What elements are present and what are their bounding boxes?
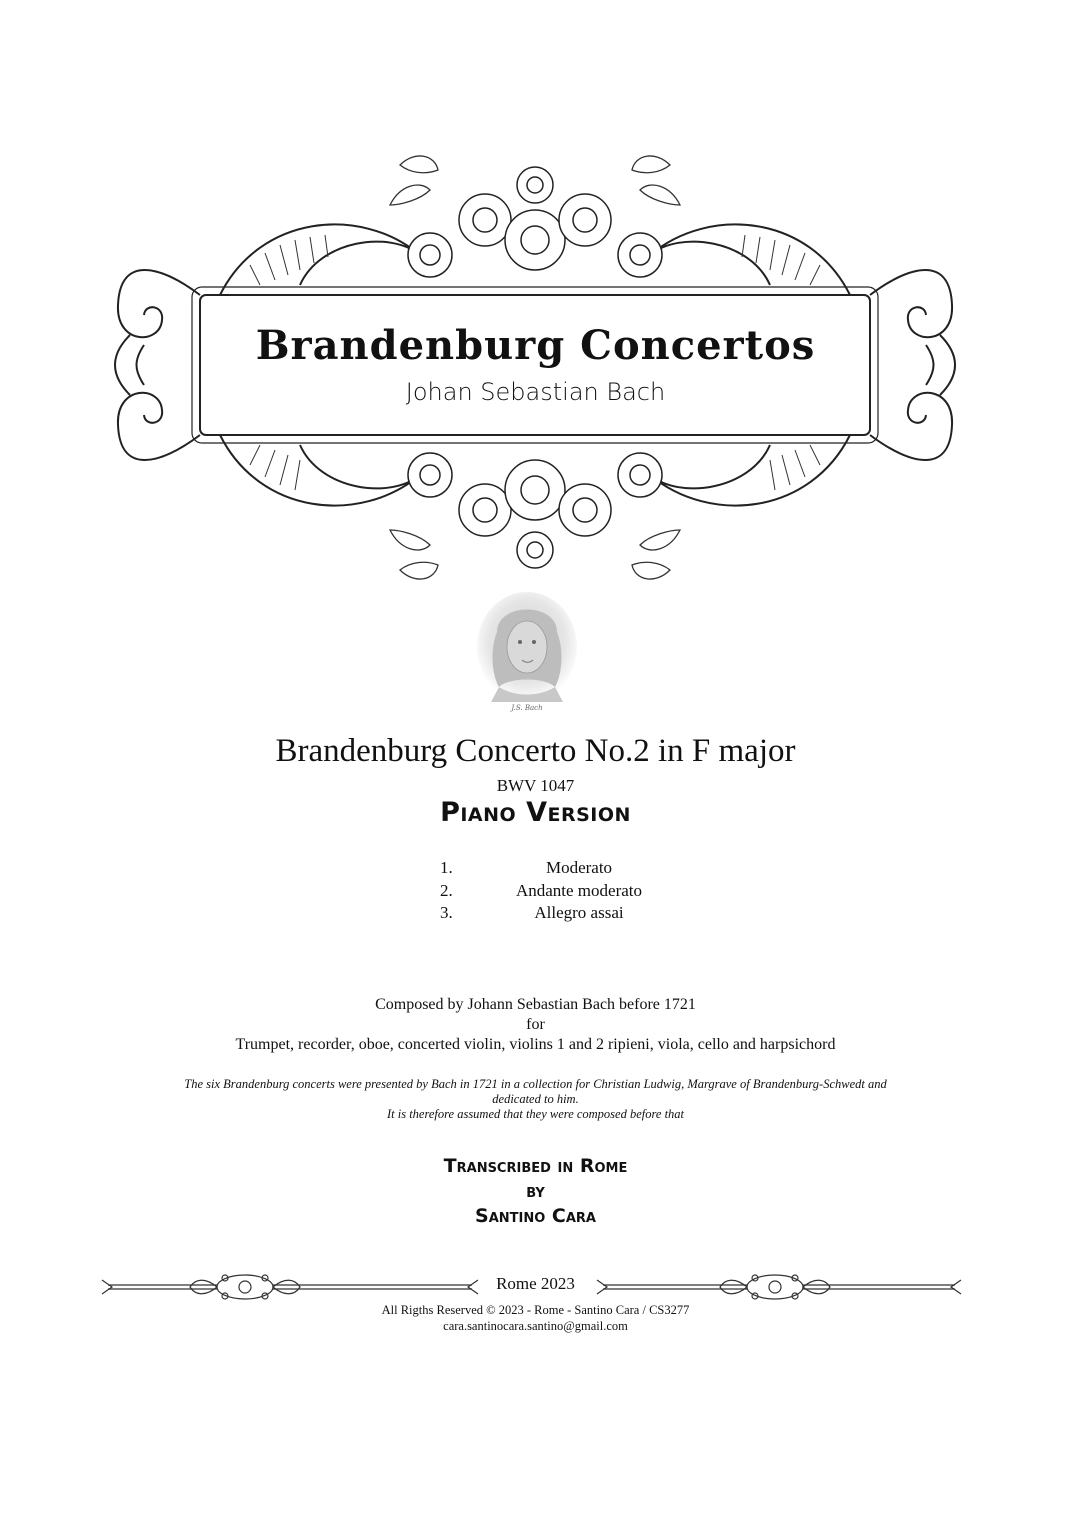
movement-item — [440, 902, 680, 925]
transcriber-name: Santino Cara — [475, 1205, 596, 1227]
composition-line: for — [526, 1016, 545, 1033]
movement-list — [440, 857, 680, 925]
ornamental-rule-right — [595, 1270, 963, 1304]
composer-portrait — [475, 592, 580, 717]
instrumentation-line: Trumpet, recorder, oboe, concerted violin, violins 1 and 2 ripieni, viola, cello and harpsichord — [235, 1036, 836, 1053]
transcription-line: Transcribed in Rome — [443, 1155, 628, 1177]
historical-note — [0, 1077, 1071, 1122]
contact-email: cara.santinocara.santino@gmail.com — [443, 1319, 628, 1333]
svg-text:J.S. Bach: J.S. Bach — [511, 704, 543, 712]
movement-item — [440, 857, 680, 880]
movement-number: 3. — [440, 903, 453, 922]
composition-info — [0, 995, 1071, 1055]
note-line: It is therefore assumed that they were composed before that — [386, 1107, 685, 1121]
movement-name: Allegro assai — [534, 903, 624, 922]
copyright-notice: All Rigths Reserved © 2023 - Rome - Santino Cara / CS3277 — [381, 1303, 690, 1317]
catalog-number: BWV 1047 — [496, 776, 575, 795]
movement-name: Andante moderato — [515, 880, 643, 900]
place-year: Rome 2023 — [496, 1274, 575, 1293]
composition-line: Composed by Johann Sebastian Bach before 1721 — [375, 996, 696, 1013]
transcription-line: by — [526, 1180, 545, 1202]
note-line: The six Brandenburg concerts were presented by Bach in 1721 in a collection for Christian Ludwig, Margrave of Brandenburg-Schwedt and — [184, 1077, 887, 1091]
work-title: Brandenburg Concerto No.2 in F major — [275, 733, 796, 769]
collection-title: Brandenburg Concertos — [255, 322, 816, 369]
movement-name: Moderato — [545, 858, 613, 877]
movement-number: 1. — [440, 858, 453, 877]
movement-item — [440, 880, 680, 903]
composer-name: Johan Sebastian Bach — [405, 378, 666, 406]
note-line: dedicated to him. — [492, 1092, 579, 1106]
movement-number: 2. — [440, 880, 453, 900]
version-label: Piano Version — [440, 797, 631, 828]
